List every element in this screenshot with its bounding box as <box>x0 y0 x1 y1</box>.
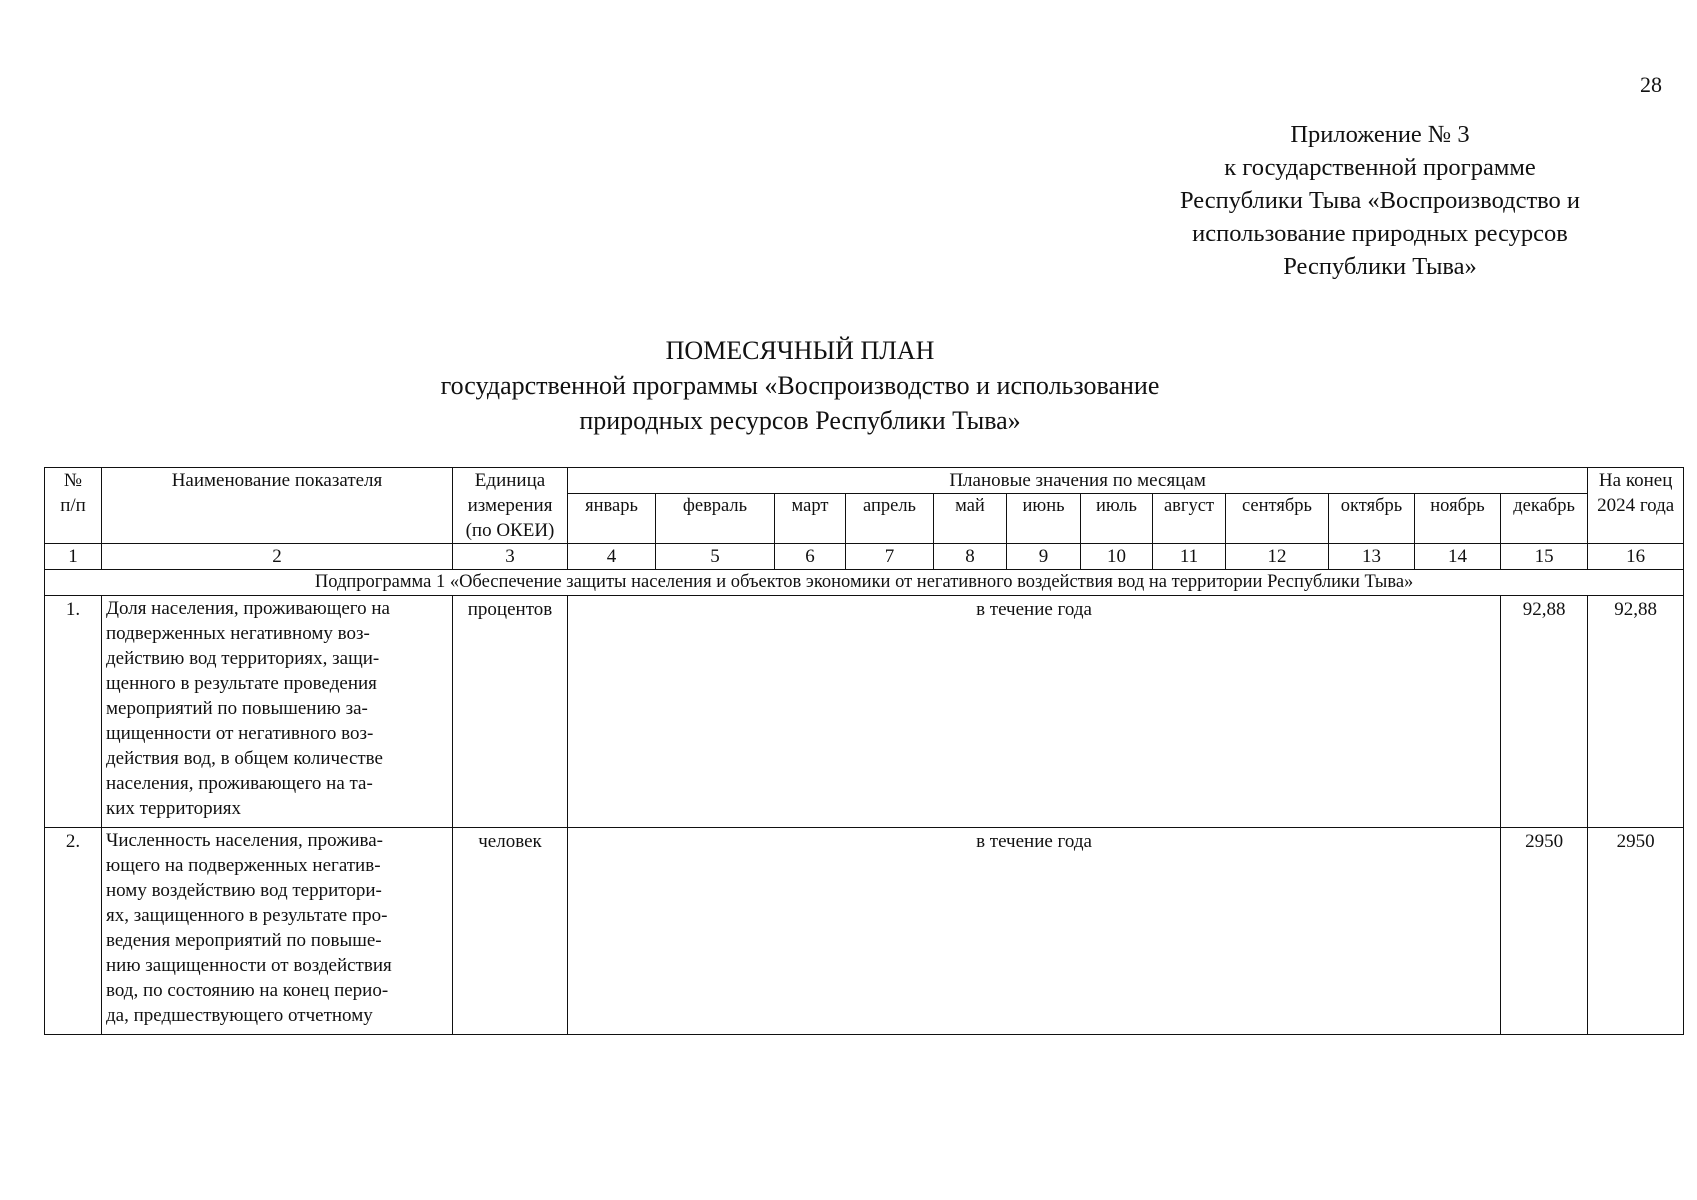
appendix-line: к государственной программе <box>1224 154 1536 181</box>
header-end-of-year: На конец 2024 года <box>1588 468 1684 544</box>
appendix-line: Республики Тыва» <box>1283 253 1477 280</box>
column-number: 4 <box>568 544 656 570</box>
indicator-name: Доля населения, проживающего на подверженных негативному воз- действию вод территориях, защи- щенного в результате проведения мероприятий по повышению за- щищенности от негативного воз- действия вод, в общем количестве населения, проживающего на та- ких территориях <box>102 596 453 828</box>
column-number: 6 <box>775 544 846 570</box>
row-number: 1. <box>45 596 102 828</box>
header-month: апрель <box>846 494 934 544</box>
unit-cell: человек <box>453 828 568 1035</box>
column-number: 16 <box>1588 544 1684 570</box>
header-month: декабрь <box>1501 494 1588 544</box>
header-month: сентябрь <box>1226 494 1329 544</box>
row-number: 2. <box>45 828 102 1035</box>
indicator-name: Численность населения, прожива- ющего на подверженных негатив- ному воздействию вод территори- ях, защищенного в результате про- ведения мероприятий по повыше- нию защищенности от воздействия вод, по состоянию на конец перио- да, предшествующего отчетному <box>102 828 453 1035</box>
header-indicator-name: Наименование показателя <box>102 468 453 544</box>
appendix-line: Республики Тыва «Воспроизводство и <box>1179 187 1581 214</box>
table-row <box>45 828 1684 1035</box>
header-number: № п/п <box>45 468 102 544</box>
header-unit: Единица измерения (по ОКЕИ) <box>453 468 568 544</box>
title-line-1: ПОМЕСЯЧНЫЙ ПЛАН <box>665 336 935 365</box>
column-number: 15 <box>1501 544 1588 570</box>
column-number: 11 <box>1153 544 1226 570</box>
column-number: 7 <box>846 544 934 570</box>
column-number: 8 <box>934 544 1007 570</box>
monthly-plan-table <box>44 467 1684 1035</box>
column-number: 5 <box>656 544 775 570</box>
column-number: 1 <box>45 544 102 570</box>
header-month: ноябрь <box>1415 494 1501 544</box>
during-year-cell: в течение года <box>568 596 1501 828</box>
header-month: январь <box>568 494 656 544</box>
header-month: июль <box>1081 494 1153 544</box>
header-month: март <box>775 494 846 544</box>
header-month: февраль <box>656 494 775 544</box>
header-month: май <box>934 494 1007 544</box>
unit-cell: процентов <box>453 596 568 828</box>
column-number: 13 <box>1329 544 1415 570</box>
appendix-line: использование природных ресурсов <box>1192 220 1568 247</box>
header-planned-values: Плановые значения по месяцам <box>568 468 1588 494</box>
column-number: 12 <box>1226 544 1329 570</box>
subprogram-heading: Подпрограмма 1 «Обеспечение защиты населения и объектов экономики от негативного воздействия вод на территории Республики Тыва» <box>45 570 1684 596</box>
page-number: 28 <box>1640 72 1662 97</box>
end-of-year-value: 92,88 <box>1588 596 1684 828</box>
column-number: 9 <box>1007 544 1081 570</box>
appendix-block <box>1130 118 1630 283</box>
table-row <box>45 596 1684 828</box>
appendix-line: Приложение № 3 <box>1290 121 1470 148</box>
end-of-year-value: 2950 <box>1588 828 1684 1035</box>
document-title <box>300 333 1300 438</box>
december-value: 92,88 <box>1501 596 1588 828</box>
column-number: 2 <box>102 544 453 570</box>
column-number: 14 <box>1415 544 1501 570</box>
header-month: август <box>1153 494 1226 544</box>
header-month: июнь <box>1007 494 1081 544</box>
title-line-3: природных ресурсов Республики Тыва» <box>579 406 1021 435</box>
header-month: октябрь <box>1329 494 1415 544</box>
during-year-cell: в течение года <box>568 828 1501 1035</box>
december-value: 2950 <box>1501 828 1588 1035</box>
title-line-2: государственной программы «Воспроизводство и использование <box>440 371 1160 400</box>
column-number: 10 <box>1081 544 1153 570</box>
column-number: 3 <box>453 544 568 570</box>
